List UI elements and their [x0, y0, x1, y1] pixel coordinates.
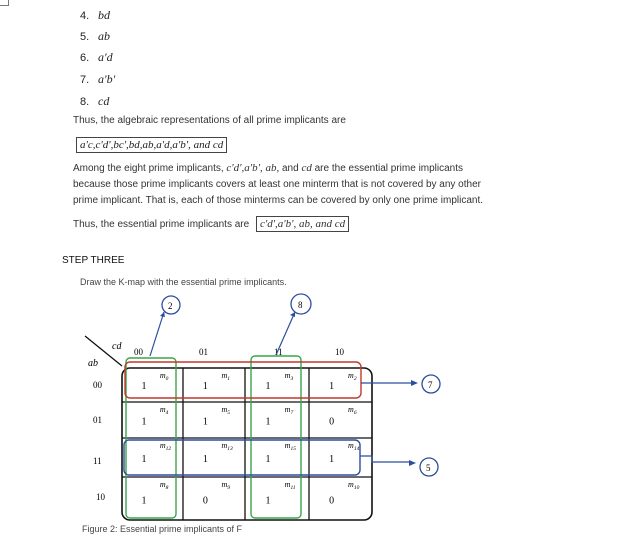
callout-label: 5	[426, 463, 431, 473]
kmap-cell-minterm: $m_{13}$	[221, 441, 233, 452]
kmap-row-header: 11	[93, 456, 102, 466]
callout-arrowhead	[409, 460, 416, 466]
list-expression: cd	[98, 94, 110, 108]
callout-label: 8	[298, 300, 303, 310]
kmap-cell-value: 1	[265, 416, 271, 428]
para2-line2: because those prime implicants covers at least one minterm that is not covered by any other	[73, 179, 481, 190]
kmap-cell-minterm: $m_8$	[159, 480, 169, 491]
para2-cd: cd	[301, 162, 312, 174]
kmap-cell-minterm: $m_4$	[159, 405, 169, 416]
kmap-row-header: 10	[96, 492, 105, 502]
essential-box: c'd',a'b', ab, and cd	[256, 216, 349, 232]
para2-lead: Among the eight prime implicants,	[73, 163, 224, 174]
kmap-cell-minterm: $m_0$	[159, 371, 169, 382]
kmap-col-header: 10	[335, 347, 344, 357]
step-title: STEP THREE	[62, 255, 125, 266]
kmap-cell-value: 1	[265, 454, 271, 466]
kmap-col-header: 00	[134, 347, 143, 357]
kmap-cell-minterm: $m_{10}$	[348, 480, 360, 491]
kmap-cell-value: 1	[141, 454, 147, 466]
group-loop-green-col11	[251, 356, 301, 518]
kmap-cell-minterm: $m_{14}$	[348, 441, 360, 452]
list-number: 5.	[80, 31, 90, 43]
kmap-cell-minterm: $m_2$	[348, 371, 357, 382]
kmap-cell-value: 0	[329, 495, 335, 507]
kmap-row-header: 00	[93, 380, 102, 390]
callout-arrow	[360, 456, 410, 462]
kmap-cell-minterm: $m_1$	[221, 371, 230, 382]
kmap-cell-minterm: $m_{11}$	[284, 480, 296, 491]
para2-and: and	[281, 163, 299, 174]
kmap-col-var: cd	[112, 341, 122, 352]
kmap-title: Draw the K-map with the essential prime implicants.	[80, 277, 287, 287]
para3-lead: Thus, the essential prime implicants are	[73, 219, 250, 230]
list-expression: ab	[98, 29, 110, 43]
kmap-cell-value: 1	[141, 495, 147, 507]
list-expression: a'd	[98, 50, 113, 64]
callout-label: 7	[428, 380, 433, 390]
kmap-cell-minterm: $m_6$	[348, 405, 357, 416]
kmap-cell-value: 1	[141, 416, 147, 428]
kmap-col-header: 11	[274, 347, 283, 357]
figure-caption: Figure 2: Essential prime implicants of F	[82, 524, 243, 534]
kmap-cell-value: 1	[141, 381, 147, 393]
para2-expr: c'd',a'b', ab,	[226, 162, 280, 174]
kmap-col-header: 01	[199, 347, 208, 357]
prime-implicants-intro: Thus, the algebraic representations of all prime implicants are	[73, 115, 346, 126]
para2-rest: are the essential prime implicants	[314, 163, 464, 174]
kmap-cell-minterm: $m_5$	[221, 405, 230, 416]
callout-arrow	[276, 312, 295, 355]
kmap-cell-value: 1	[202, 416, 208, 428]
list-expression: a'b'	[98, 72, 116, 86]
kmap-cell-value: 1	[202, 454, 208, 466]
kmap-cell-minterm: $m_{15}$	[284, 441, 296, 452]
list-number: 8.	[80, 96, 90, 108]
callout-label: 2	[168, 301, 173, 311]
kmap-cell-minterm: $m_9$	[221, 480, 230, 491]
callout-arrow	[150, 312, 164, 356]
kmap-cell-value: 1	[329, 454, 335, 466]
kmap-cell-minterm: $m_3$	[284, 371, 294, 382]
list-number: 4.	[80, 10, 90, 22]
kmap-cell-value: 1	[202, 381, 208, 393]
list-expression: bd	[98, 8, 110, 22]
kmap-cell-minterm: $m_7$	[284, 405, 294, 416]
prime-implicants-box: a'c,c'd',bc',bd,ab,a'd,a'b', and cd	[76, 137, 227, 153]
kmap-cell-value: 1	[265, 381, 271, 393]
kmap-cell-value: 0	[202, 495, 208, 507]
kmap-cell-value: 0	[329, 416, 335, 428]
list-number: 6.	[80, 52, 90, 64]
callout-arrowhead	[411, 380, 418, 386]
list-number: 7.	[80, 74, 90, 86]
kmap-cell-value: 1	[265, 495, 271, 507]
kmap-row-header: 01	[93, 415, 102, 425]
kmap-cell-value: 1	[329, 381, 335, 393]
para2-line3: prime implicant. That is, each of those minterms can be covered by only one prime implicant.	[73, 195, 483, 206]
kmap-row-var: ab	[88, 358, 98, 369]
kmap-cell-minterm: $m_{12}$	[159, 441, 172, 452]
